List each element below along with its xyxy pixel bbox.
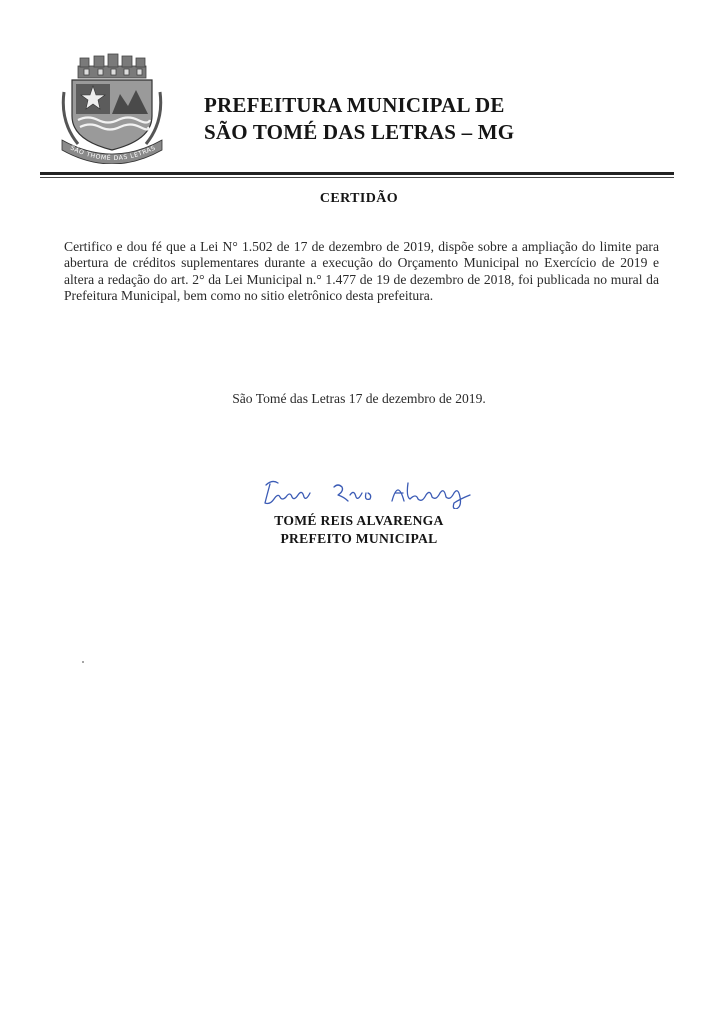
handwritten-signature	[258, 475, 478, 509]
crest-motto: SÃO THOMÉ DAS LETRAS	[69, 144, 157, 163]
place-and-date: São Tomé das Letras 17 de dezembro de 2019.	[232, 391, 486, 406]
municipal-crest-emblem	[58, 52, 166, 164]
certificate-body: Certifico e dou fé que a Lei N° 1.502 de 17 de dezembro de 2019, dispõe sobre a ampliação do limite para abertura de créditos suplementares durante a execução do Orçamento Municipal no Exercício de 2019 e altera a redação do art. 2° da Lei Municipal n.° 1.477 de 19 de dezembro de 2018, foi publicada no mural da Prefeitura Municipal, bem como no sitio eletrônico desta prefeitura.	[64, 239, 659, 304]
header-divider-thick	[40, 172, 674, 175]
signatory-block	[0, 512, 718, 548]
crown-icon	[78, 54, 146, 78]
header-divider-thin	[40, 177, 674, 178]
document-title: CERTIDÃO	[319, 191, 399, 206]
scan-speck	[82, 661, 84, 663]
signatory-name: TOMÉ REIS ALVARENGA	[274, 513, 444, 528]
municipality-name	[204, 92, 604, 146]
municipality-name-line-1: PREFEITURA MUNICIPAL DE	[204, 93, 505, 117]
municipality-name-line-2: SÃO TOMÉ DAS LETRAS – MG	[204, 120, 515, 144]
signatory-role: PREFEITO MUNICIPAL	[280, 531, 438, 546]
